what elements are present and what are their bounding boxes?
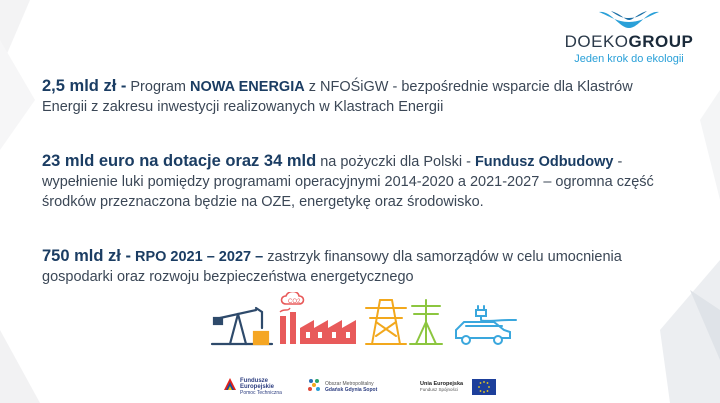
power-tower-icon — [366, 300, 406, 344]
program-name: RPO 2021 – 2027 – — [130, 249, 264, 265]
metropolitan-area-logo-icon — [306, 377, 322, 393]
company-logo — [564, 8, 694, 65]
footer-text: Obszar Metropolitalny — [325, 381, 374, 387]
paragraph-fundusz-odbudowy — [42, 151, 662, 212]
paragraph-text: zastrzyk finansowy dla samorządów w celu umocnienia gospodarki oraz rozwoju bezpieczeństwa energetycznego — [42, 249, 622, 285]
oil-pump-icon — [212, 308, 272, 344]
paragraph-text: Program — [126, 79, 191, 95]
footer-logo-eu — [420, 372, 498, 402]
amount-highlight: 2,5 mld zł - — [42, 77, 127, 95]
footer-text: Gdańsk Gdynia Sopot — [325, 387, 378, 393]
amount-highlight: 750 mld zł - — [42, 247, 131, 265]
energy-illustration — [210, 292, 530, 352]
program-name: NOWA ENERGIA — [190, 79, 305, 95]
wave-logo-icon — [597, 8, 661, 30]
electric-car-icon — [456, 306, 516, 344]
footer-text: Europejskie — [240, 384, 275, 390]
footer-logo-eu-funds — [222, 372, 288, 402]
paragraph-text: z NFOŚiGW - bezpośrednie wsparcie dla Klastrów Energii z zakresu inwestycji realizowanych w Klastrach Energii — [42, 79, 633, 115]
footer-logo-metropolitan — [306, 372, 384, 402]
footer-text: Pomoc Techniczna — [240, 390, 282, 396]
footer-text: Fundusze — [240, 378, 268, 384]
paragraph-text: - wypełnienie luki pomiędzy programami operacyjnymi 2014-2020 a 2021-2027 – ogromna część środków przeznaczona będzie na OZE, energetykę oraz środowisko. — [42, 154, 654, 210]
footer-text: Fundusz Spójności — [420, 387, 459, 392]
utility-pole-icon — [410, 300, 442, 344]
paragraph-nowa-energia — [42, 76, 662, 117]
co2-label: CO2 — [288, 299, 301, 305]
amount-highlight: 23 mld euro na dotacje oraz 34 mld — [42, 152, 317, 170]
brand-tagline: Jeden krok do ekologii — [574, 53, 684, 65]
eu-flag-icon — [472, 379, 496, 395]
factory-icon — [280, 292, 356, 344]
paragraph-text: na pożyczki dla Polski - — [316, 154, 475, 170]
fund-name: Fundusz Odbudowy — [474, 154, 614, 170]
paragraph-rpo — [42, 246, 662, 287]
eu-funds-logo-icon — [222, 376, 238, 392]
footer-text: Unia Europejska — [420, 381, 464, 387]
brand-name: DOEKOGROUP — [564, 32, 694, 51]
